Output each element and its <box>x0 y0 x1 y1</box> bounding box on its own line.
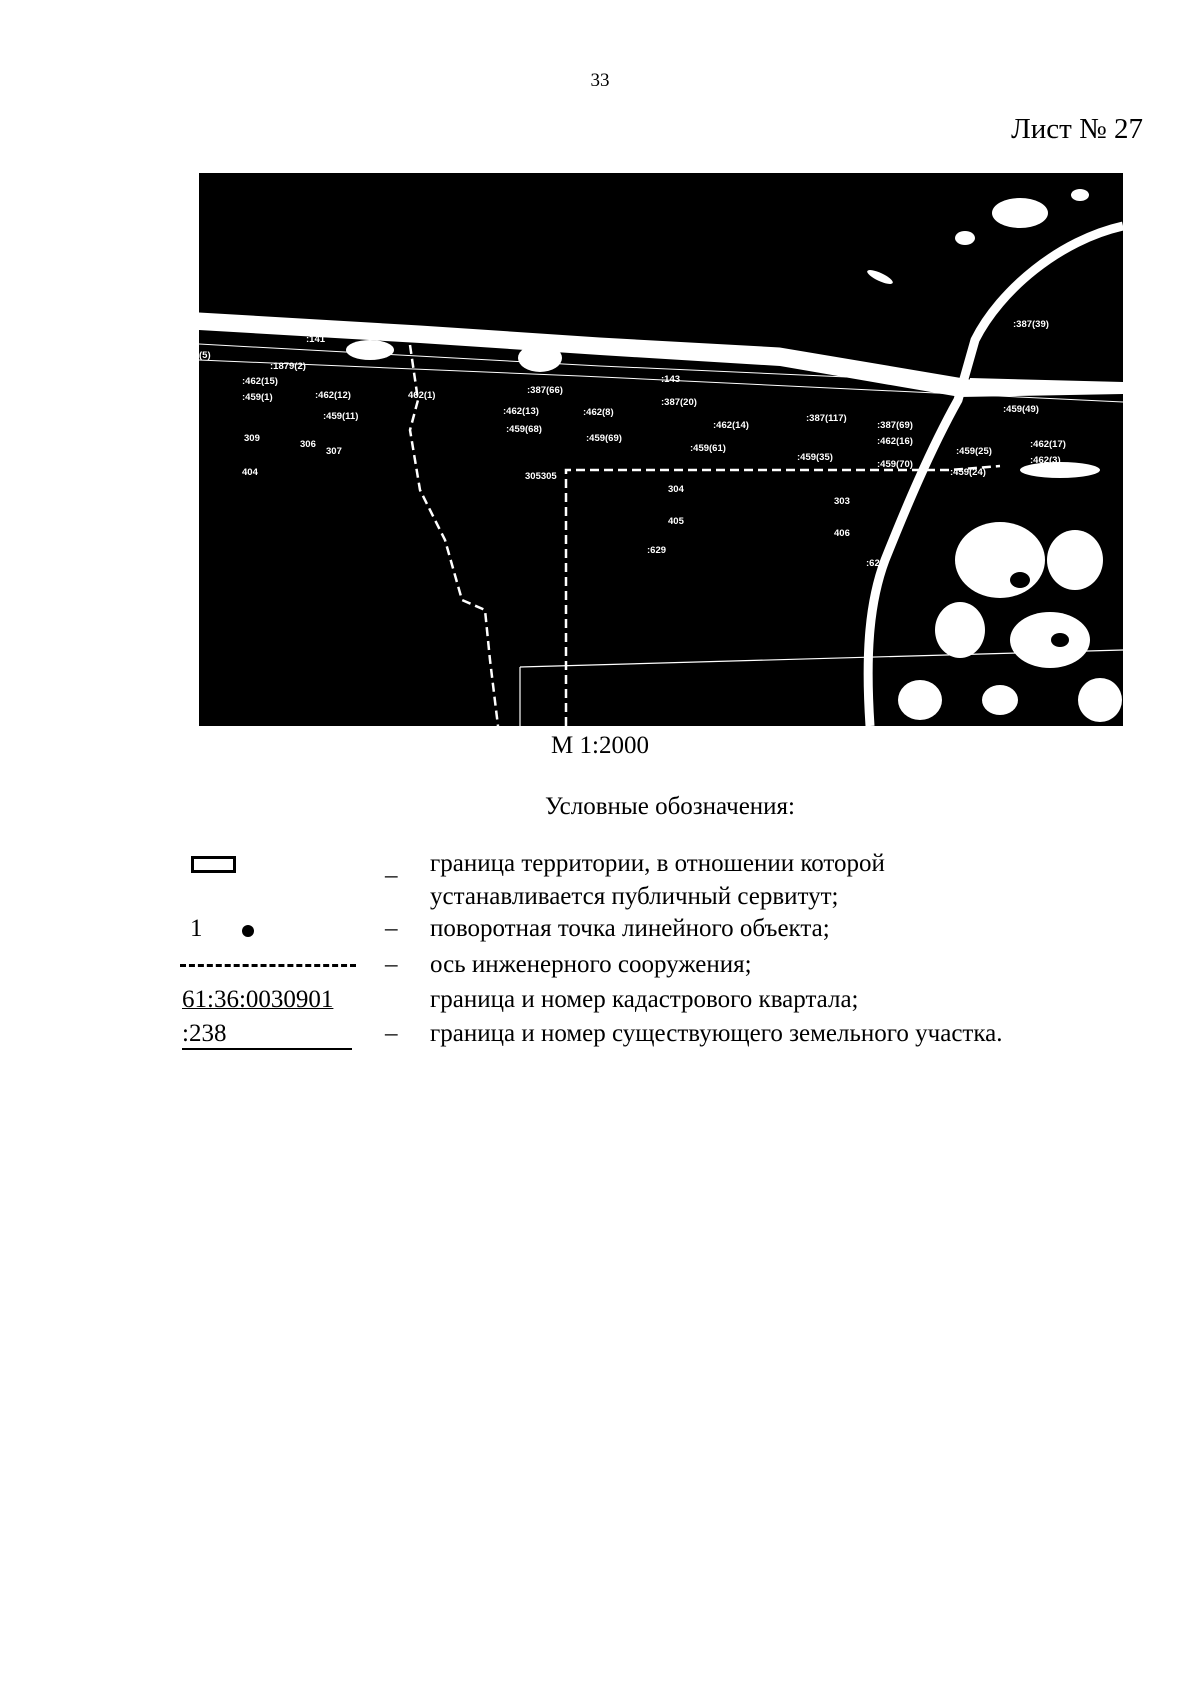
map-label: :387(20) <box>661 397 697 408</box>
map-label: 306 <box>300 439 316 450</box>
point-number: 1 <box>190 915 203 942</box>
map-label: :459(24) <box>950 467 986 478</box>
legend-symbol-quarter <box>180 986 360 1016</box>
map-label: :459(69) <box>586 433 622 444</box>
map-label: :459(68) <box>506 424 542 435</box>
map-canvas <box>199 173 1123 726</box>
map-label: (5) <box>199 350 211 361</box>
map-label: 305305 <box>525 471 557 482</box>
rectangle-icon <box>191 856 236 873</box>
dashed-line-icon <box>180 964 356 967</box>
map-label: :462(12) <box>315 390 351 401</box>
map-label: 404 <box>242 467 258 478</box>
legend-line: устанавливается публичный сервитут; <box>430 883 839 910</box>
map-label: :387(39) <box>1013 319 1049 330</box>
legend-description <box>430 912 830 945</box>
map-label: :462(13) <box>503 406 539 417</box>
map-label: :628 <box>866 558 886 569</box>
legend-symbol-rectangle <box>180 850 360 880</box>
map-label: :387(66) <box>527 385 563 396</box>
map-label: 309 <box>244 433 260 444</box>
page-number: 33 <box>590 70 610 91</box>
map-label: :462(3) <box>1030 455 1061 466</box>
vegetation <box>982 685 1018 715</box>
legend-line: ось инженерного сооружения; <box>430 951 752 978</box>
map-label: 405 <box>668 516 684 527</box>
vegetation <box>1078 678 1122 722</box>
legend-symbol-dashed-line <box>180 951 360 981</box>
legend-dash: – <box>385 862 398 889</box>
vegetation-gap <box>1010 572 1030 588</box>
vegetation <box>1047 530 1103 590</box>
map-label: 462(1) <box>408 390 436 401</box>
map-label: :459(11) <box>323 411 359 422</box>
legend-description <box>430 1017 1002 1050</box>
legend-description <box>430 948 752 981</box>
legend-dash: – <box>385 915 398 942</box>
vegetation <box>955 231 975 245</box>
map-label: 307 <box>326 446 342 457</box>
map-label: :387(69) <box>877 420 913 431</box>
vegetation <box>1010 612 1090 668</box>
map-label: :462(15) <box>242 376 278 387</box>
dot-icon <box>242 925 254 937</box>
legend-dash: – <box>385 951 398 978</box>
map-label: :459(25) <box>956 446 992 457</box>
map-label: :1879(2) <box>270 361 306 372</box>
map-label: :629 <box>647 545 667 556</box>
map-label: 406 <box>834 528 850 539</box>
vegetation <box>935 602 985 658</box>
legend-line: поворотная точка линейного объекта; <box>430 915 830 942</box>
map-label: :462(17) <box>1030 439 1066 450</box>
vegetation <box>955 522 1045 598</box>
legend-description <box>430 847 885 913</box>
parcel-number: :238 <box>182 1020 352 1050</box>
map-label: :459(35) <box>797 452 833 463</box>
road-patch <box>346 340 394 360</box>
legend-line: граница территории, в отношении которой <box>430 850 885 877</box>
map-label: 304 <box>668 484 684 495</box>
legend-title: Условные обозначения: <box>544 793 796 820</box>
quarter-number: 61:36:0030901 <box>182 986 334 1013</box>
map-label: :141 <box>306 334 326 345</box>
map-scale: М 1:2000 <box>551 732 649 759</box>
map-label: :459(1) <box>242 392 273 403</box>
map-label: :462(14) <box>713 420 749 431</box>
legend-symbol-parcel <box>180 1020 360 1050</box>
map-label: :387(117) <box>806 413 847 424</box>
map-label: 303 <box>834 496 850 507</box>
map-label: :459(49) <box>1003 404 1039 415</box>
map-label: :143 <box>661 374 681 385</box>
legend-symbol-point <box>180 915 360 945</box>
sheet-label: Лист № 27 <box>1011 113 1143 145</box>
map-label: :462(8) <box>583 407 614 418</box>
cadastral-map <box>199 173 1123 726</box>
legend-description <box>430 983 859 1016</box>
legend-line: граница и номер кадастрового квартала; <box>430 986 859 1013</box>
map-label: :459(70) <box>877 459 913 470</box>
map-label: :459(61) <box>690 443 726 454</box>
legend-line: граница и номер существующего земельного участка. <box>430 1020 1003 1047</box>
vegetation <box>1071 189 1089 201</box>
map-label: :462(16) <box>877 436 913 447</box>
legend-dash: – <box>385 1020 398 1047</box>
vegetation <box>898 680 942 720</box>
vegetation <box>992 198 1048 228</box>
road-patch <box>518 344 562 372</box>
vegetation-gap <box>1051 633 1069 647</box>
